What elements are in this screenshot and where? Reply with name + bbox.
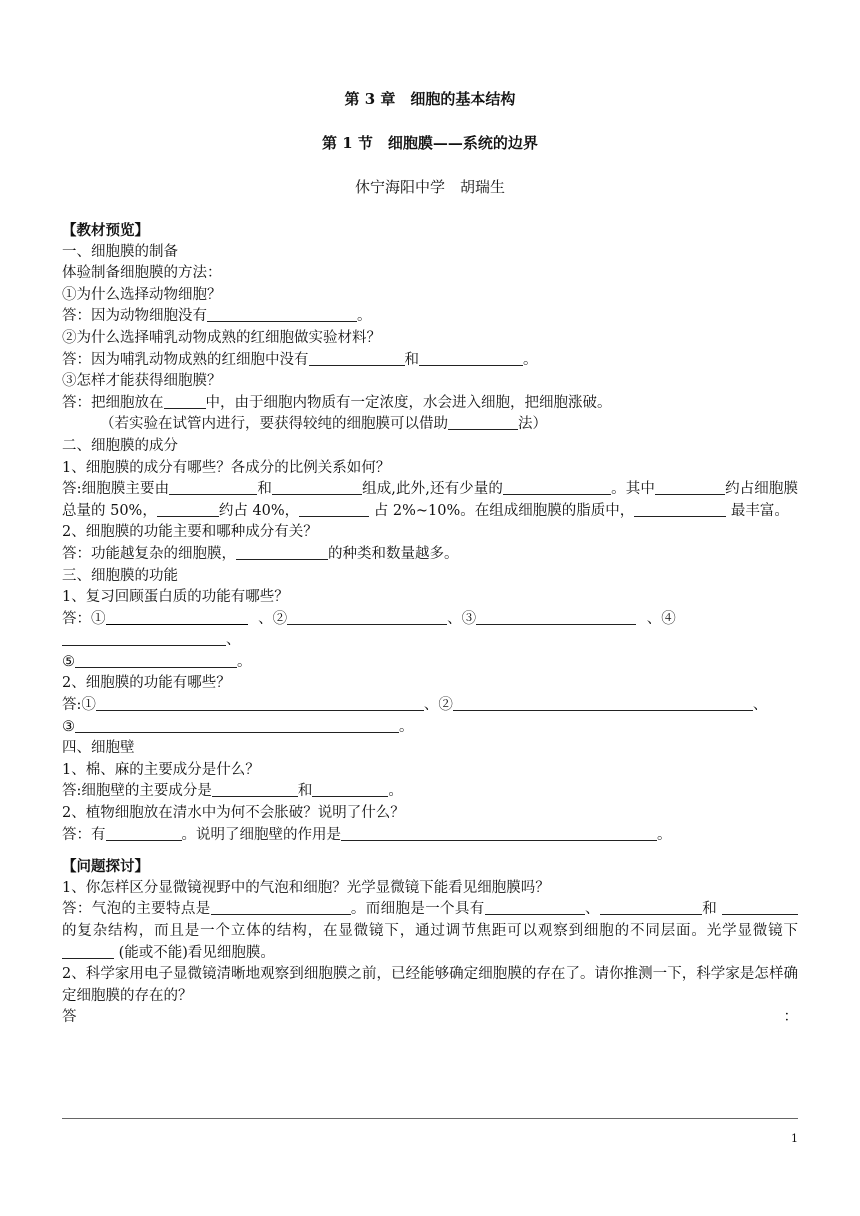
- blank[interactable]: [309, 351, 405, 366]
- part4-question-1: 1、棉、麻的主要成分是什么？: [62, 761, 260, 778]
- blank[interactable]: [722, 900, 798, 915]
- part3-answer-2-row1: 答:① 、② 、: [62, 697, 768, 714]
- part1-question-1: ①为什么选择动物细胞？: [62, 286, 222, 303]
- discussion-question-1: 1、你怎样区分显微镜视野中的气泡和细胞？光学显微镜下能看见细胞膜吗？: [62, 879, 550, 896]
- discussion-answer-2: 答 ：: [62, 1009, 798, 1026]
- blank[interactable]: [169, 480, 257, 495]
- blank[interactable]: [75, 718, 399, 733]
- blank[interactable]: [634, 502, 726, 517]
- preview-heading: 【教材预览】: [62, 222, 149, 239]
- part2-question-2: 2、细胞膜的功能主要和哪种成分有关？: [62, 524, 318, 541]
- blank[interactable]: [448, 415, 518, 430]
- discussion-heading: 【问题探讨】: [62, 858, 149, 876]
- blank[interactable]: [212, 782, 298, 797]
- blank[interactable]: [299, 502, 369, 517]
- blank[interactable]: [453, 696, 753, 711]
- worksheet-body: [62, 220, 798, 1029]
- blank[interactable]: [106, 826, 182, 841]
- blank[interactable]: [287, 610, 447, 625]
- part1-question-3: ③怎样才能获得细胞膜？: [62, 373, 222, 390]
- part1-title: 一、细胞膜的制备: [62, 243, 178, 260]
- part1-intro: 体验制备细胞膜的方法：: [62, 265, 222, 282]
- part4-question-2: 2、植物细胞放在清水中为何不会胀破？说明了什么？: [62, 805, 405, 822]
- page-number: 1: [791, 1132, 798, 1145]
- blank[interactable]: [272, 480, 362, 495]
- part3-answer-1-row2: 、: [62, 630, 798, 652]
- part3-answer-1-row1: 答：① 、② 、③ 、④: [62, 610, 676, 627]
- blank[interactable]: [62, 944, 114, 959]
- part3-answer-2-row2: ③ 。: [62, 718, 414, 735]
- author-line: 休宁海阳中学 胡瑞生: [354, 178, 505, 196]
- part1-note: （若实验在试管内进行，要获得较纯的细胞膜可以借助 法）: [100, 416, 547, 433]
- part2-title: 二、细胞膜的成分: [62, 437, 178, 454]
- part4-title: 四、细胞壁: [62, 740, 135, 757]
- blank[interactable]: [211, 900, 351, 915]
- part1-answer-1: 答：因为动物细胞没有 。: [62, 308, 372, 325]
- footer-divider: [62, 1118, 798, 1119]
- discussion-answer-1: 答：气泡的主要特点是 。而细胞是一个具有 、 和 的复杂结构，而且是一个立体的结构，在显微镜下，通过调节焦距可以观察到细胞的不同层面。光学显微镜下 (能或不能)看见细胞膜。: [62, 901, 798, 961]
- blank[interactable]: [341, 826, 657, 841]
- part3-title: 三、细胞膜的功能: [62, 567, 178, 584]
- blank[interactable]: [485, 900, 585, 915]
- part1-answer-3: 答：把细胞放在 中，由于细胞内物质有一定浓度，水会进入细胞，把细胞涨破。: [62, 394, 612, 411]
- part1-question-2: ②为什么选择哺乳动物成熟的红细胞做实验材料？: [62, 329, 381, 346]
- section-title: 第 1 节 细胞膜——系统的边界: [322, 134, 538, 152]
- discussion-question-2: 2、科学家用电子显微镜清晰地观察到细胞膜之前，已经能够确定细胞膜的存在了。请你推测一下，科学家是怎样确定细胞膜的存在的？: [62, 966, 798, 1004]
- blank[interactable]: [312, 782, 388, 797]
- blank[interactable]: [157, 502, 219, 517]
- part2-answer-2: 答：功能越复杂的细胞膜， 的种类和数量越多。: [62, 545, 459, 562]
- blank[interactable]: [476, 610, 636, 625]
- blank[interactable]: [96, 696, 424, 711]
- blank[interactable]: [106, 610, 248, 625]
- part2-question-1: 1、细胞膜的成分有哪些？各成分的比例关系如何？: [62, 459, 391, 476]
- blank[interactable]: [600, 900, 702, 915]
- part3-question-1: 1、复习回顾蛋白质的功能有哪些？: [62, 589, 289, 606]
- blank[interactable]: [419, 351, 523, 366]
- chapter-title: 第 3 章 细胞的基本结构: [344, 90, 516, 108]
- part4-answer-1: 答:细胞壁的主要成分是 和 。: [62, 783, 403, 800]
- blank[interactable]: [503, 480, 611, 495]
- blank[interactable]: [236, 545, 328, 560]
- part3-question-2: 2、细胞膜的功能有哪些？: [62, 675, 231, 692]
- blank[interactable]: [207, 307, 357, 322]
- part4-answer-2: 答：有 。说明了细胞壁的作用是 。: [62, 826, 672, 843]
- blank[interactable]: [62, 631, 226, 646]
- part1-answer-2: 答：因为哺乳动物成熟的红细胞中没有 和 。: [62, 351, 538, 368]
- blank[interactable]: [655, 480, 725, 495]
- part2-answer-1: 答:细胞膜主要由 和 组成,此外,还有少量的 。其中 约占细胞膜总量的 50%， 约占 40%， 占 2%~10%。在组成细胞膜的脂质中， 最丰富。: [62, 481, 798, 519]
- part3-answer-1-row3: ⑤ 。: [62, 653, 252, 670]
- blank[interactable]: [75, 653, 237, 668]
- blank[interactable]: [164, 394, 206, 409]
